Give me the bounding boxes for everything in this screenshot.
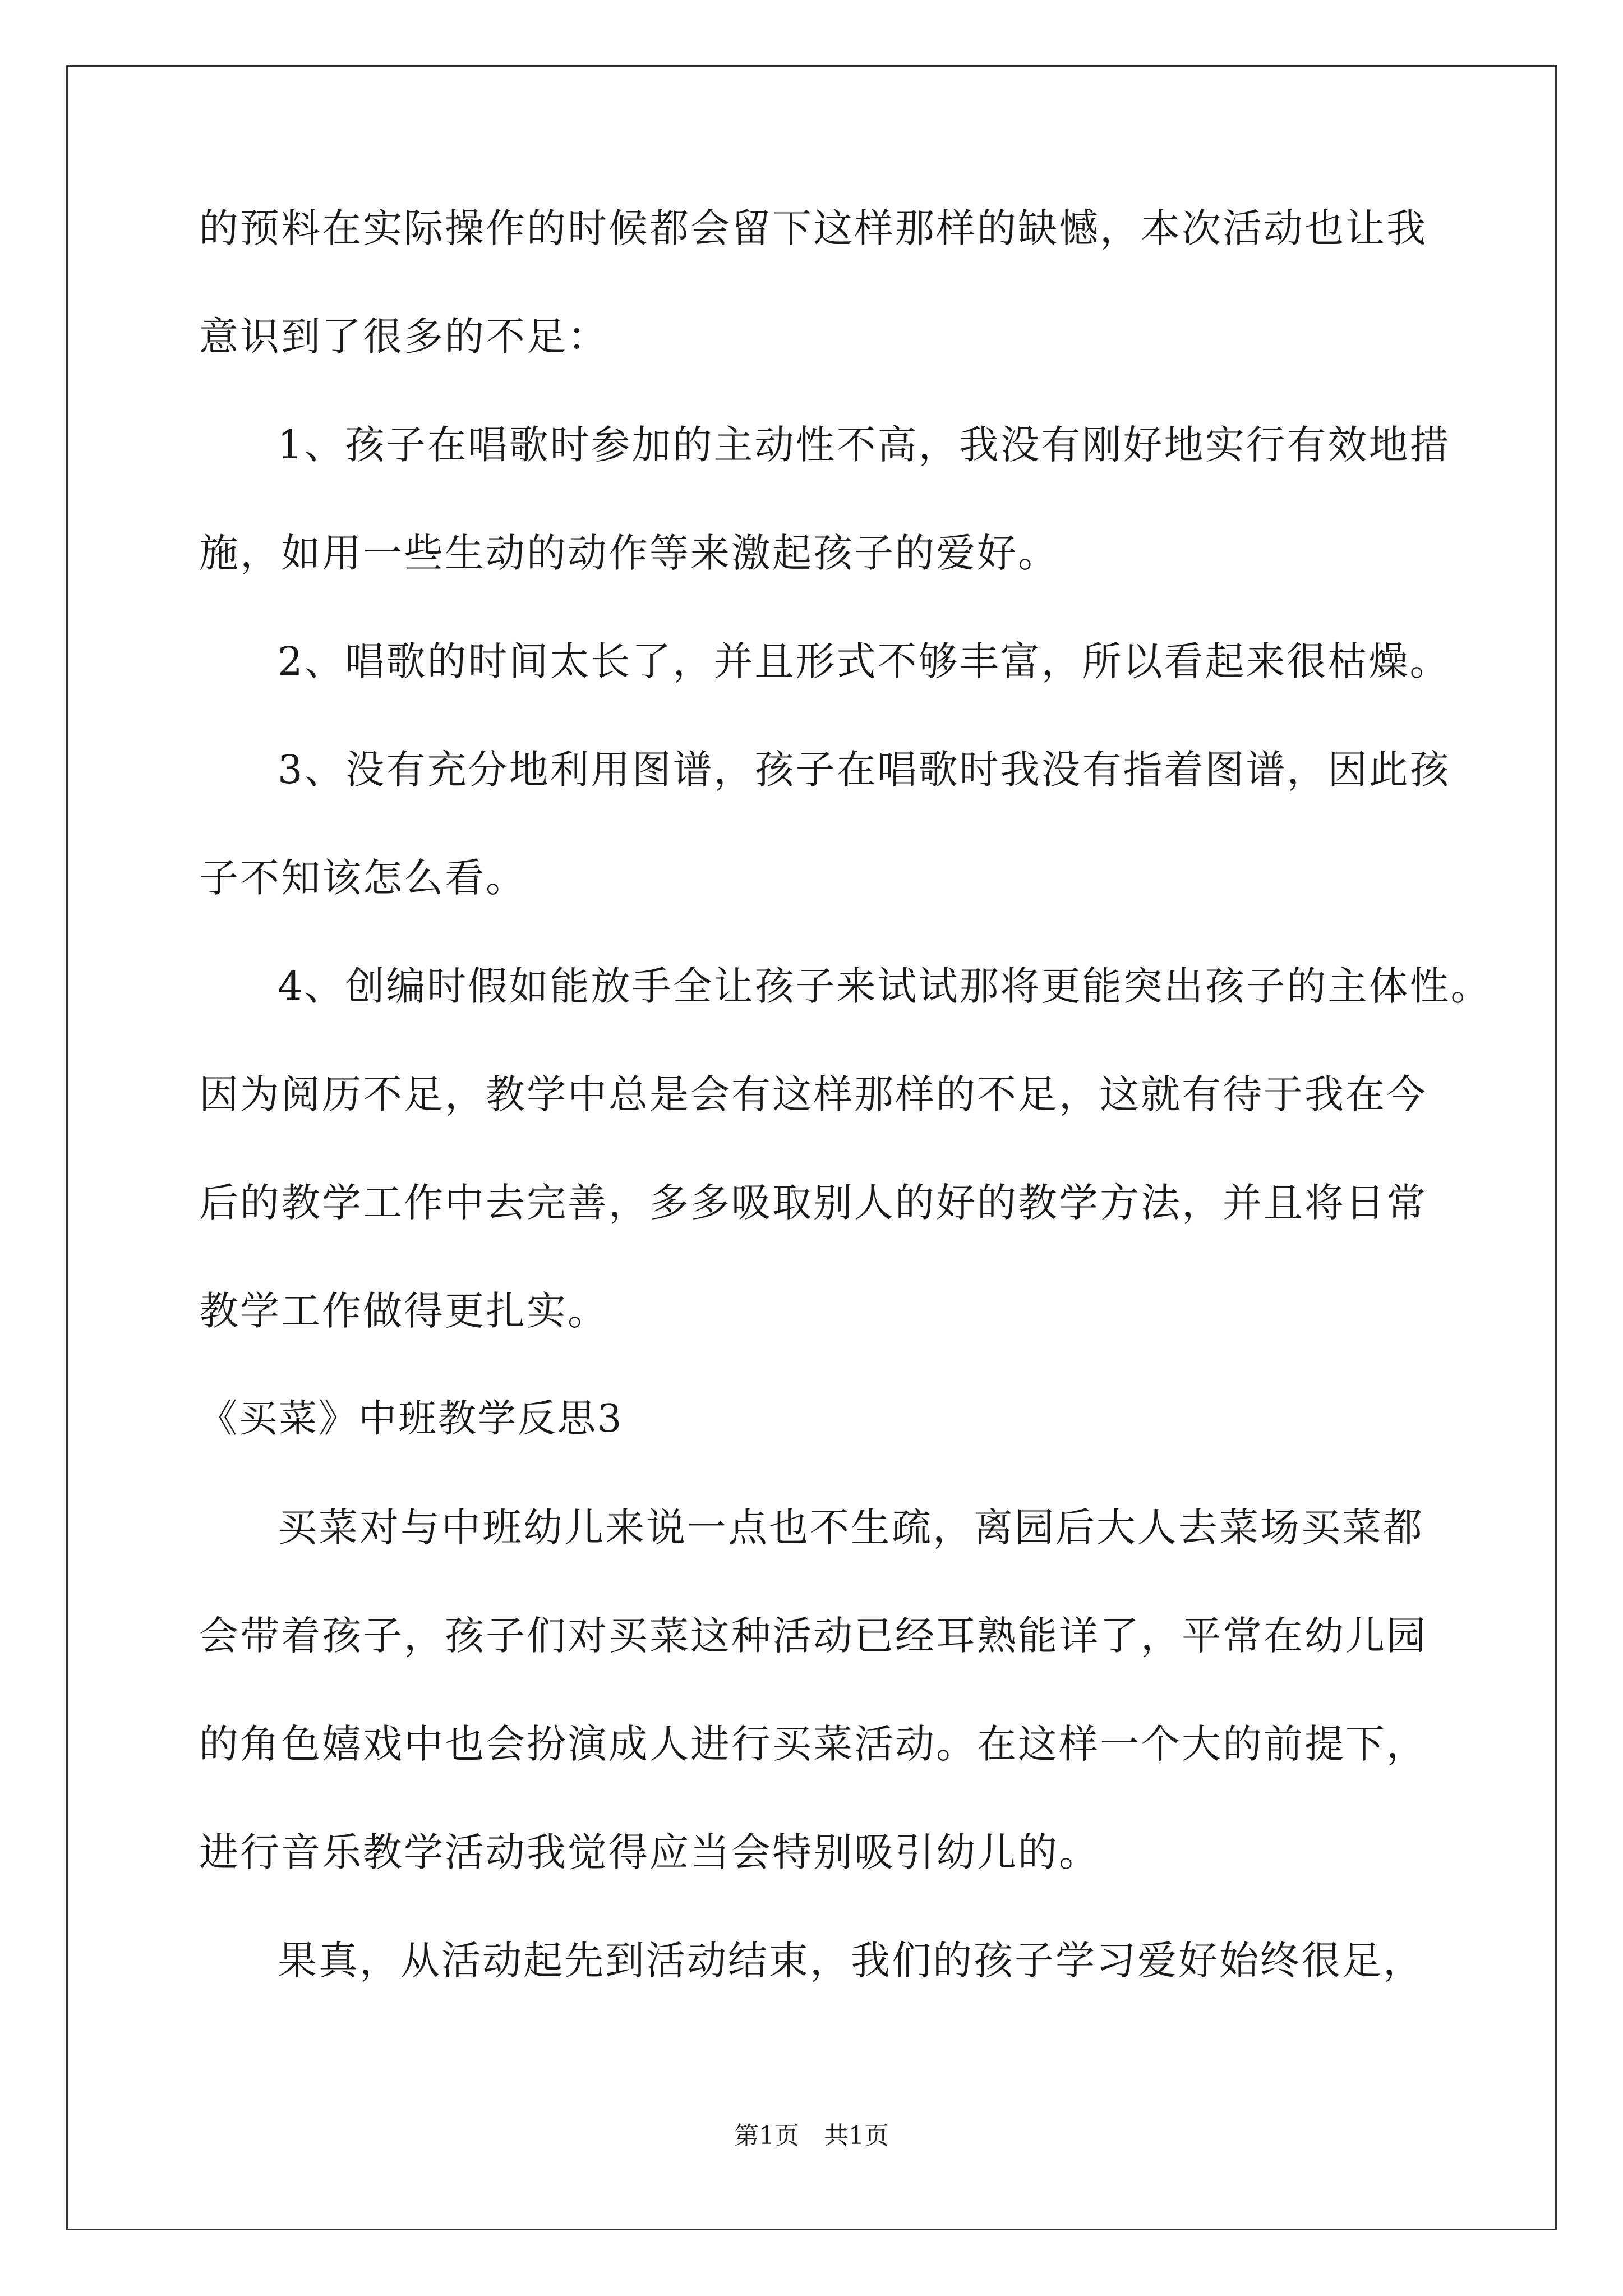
text-line: 后的教学工作中去完善，多多吸取别人的好的教学方法，并且将日常	[199, 1180, 1427, 1226]
list-item-3: 3、没有充分地利用图谱，孩子在唱歌时我没有指着图谱，因此孩	[278, 747, 1451, 793]
text-line: 会带着孩子，孩子们对买菜这种活动已经耳熟能详了，平常在幼儿园	[199, 1613, 1427, 1659]
text-line: 的预料在实际操作的时候都会留下这样那样的缺憾，本次活动也让我	[199, 205, 1427, 251]
paragraph-start: 果真，从活动起先到活动结束，我们的孩子学习爱好始终很足，	[278, 1938, 1424, 1984]
document-body	[199, 205, 1492, 2049]
list-item-2: 2、唱歌的时间太长了，并且形式不够丰富，所以看起来很枯燥。	[278, 638, 1451, 684]
paragraph-start: 买菜对与中班幼儿来说一点也不生疏，离园后大人去菜场买菜都	[278, 1504, 1424, 1550]
text-line: 的角色嬉戏中也会扮演成人进行买菜活动。在这样一个大的前提下，	[199, 1721, 1427, 1767]
text-line: 进行音乐教学活动我觉得应当会特别吸引幼儿的。	[199, 1829, 1100, 1875]
list-item-4: 4、创编时假如能放手全让孩子来试试那将更能突出孩子的主体性。	[278, 963, 1492, 1009]
page-footer: 第1页 共1页	[734, 2122, 889, 2150]
section-heading: 《买菜》中班教学反思3	[199, 1397, 624, 1441]
text-line: 施，如用一些生动的动作等来激起孩子的爱好。	[199, 530, 1059, 576]
text-line: 意识到了很多的不足：	[199, 314, 608, 360]
text-line: 教学工作做得更扎实。	[199, 1288, 608, 1334]
text-line: 子不知该怎么看。	[199, 855, 527, 901]
text-line: 因为阅历不足，教学中总是会有这样那样的不足，这就有待于我在今	[199, 1071, 1427, 1117]
list-item-1: 1、孩子在唱歌时参加的主动性不高，我没有刚好地实行有效地措	[278, 422, 1451, 468]
